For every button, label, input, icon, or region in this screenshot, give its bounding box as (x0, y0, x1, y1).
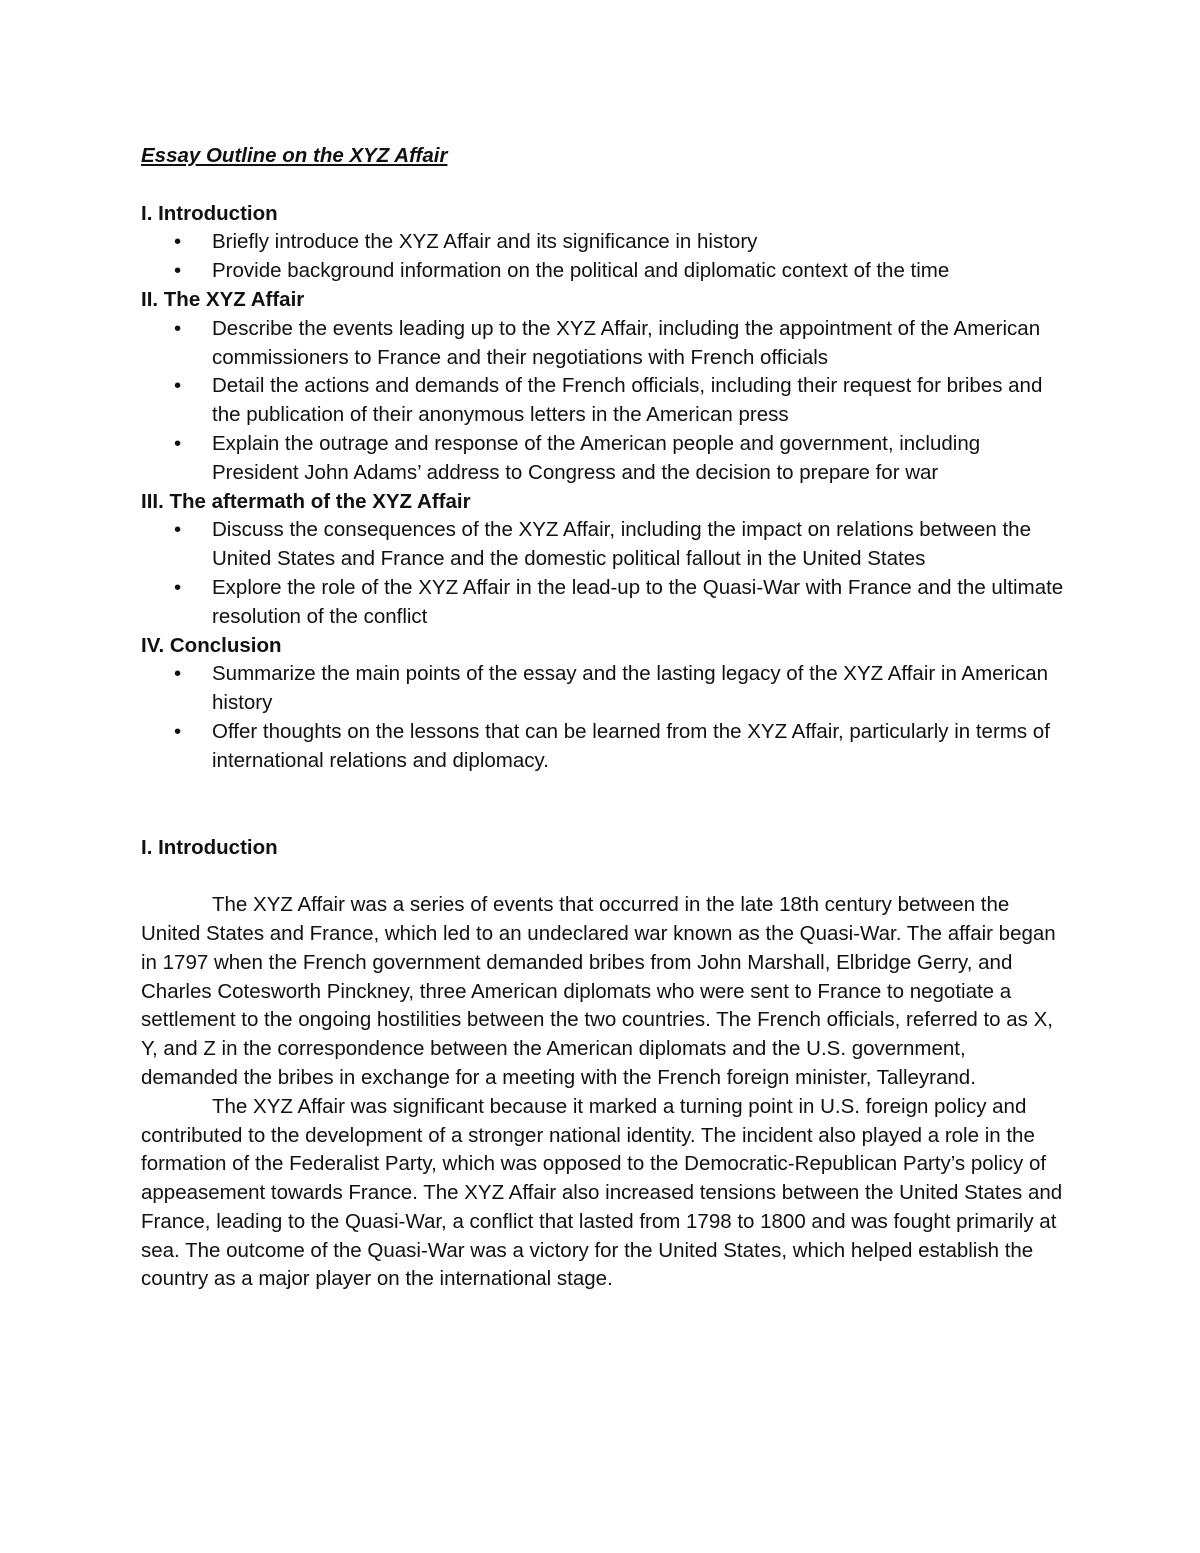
bullet-icon: • (174, 575, 182, 599)
list-item-text: Discuss the consequences of the XYZ Affair, including the impact on relations between the United States and France and the domestic political fallout in the United States (212, 518, 1031, 571)
outline-list-xyz-affair (141, 315, 1066, 488)
outline-list-aftermath (141, 516, 1066, 631)
outline-list-introduction (141, 228, 1066, 286)
bullet-icon: • (174, 431, 182, 455)
blank-line (141, 862, 1066, 891)
outline-heading-xyz-affair: II. The XYZ Affair (141, 287, 305, 311)
outline-list-conclusion (141, 660, 1066, 775)
list-item-text: Summarize the main points of the essay and the lasting legacy of the XYZ Affair in American history (212, 662, 1049, 715)
bullet-icon: • (174, 230, 182, 254)
blank-line (141, 171, 1066, 200)
list-item (141, 430, 1066, 488)
outline-heading-aftermath: III. The aftermath of the XYZ Affair (141, 489, 471, 513)
list-item (141, 372, 1066, 430)
bullet-icon: • (174, 374, 182, 398)
outline-heading-introduction: I. Introduction (141, 201, 278, 225)
list-item (141, 516, 1066, 574)
bullet-icon: • (174, 662, 182, 686)
bullet-icon: • (174, 259, 182, 283)
outline-heading-conclusion: IV. Conclusion (141, 633, 282, 657)
list-item-text: Describe the events leading up to the XYZ Affair, including the appointment of the American commissioners to France and their negotiations with French officials (212, 316, 1041, 369)
document-title: Essay Outline on the XYZ Affair (141, 144, 448, 167)
list-item-text: Detail the actions and demands of the French officials, including their request for bribes and the publication of their anonymous letters in the American press (212, 374, 1043, 427)
list-item (141, 315, 1066, 373)
list-item-text: Explore the role of the XYZ Affair in the lead-up to the Quasi-War with France and the ultimate resolution of the conflict (212, 575, 1064, 628)
bullet-icon: • (174, 316, 182, 340)
list-item-text: Briefly introduce the XYZ Affair and its significance in history (212, 230, 758, 254)
list-item-text: Provide background information on the political and diplomatic context of the time (212, 259, 950, 283)
list-item-text: Offer thoughts on the lessons that can be learned from the XYZ Affair, particularly in terms of international relations and diplomacy. (212, 719, 1050, 772)
list-item (141, 574, 1066, 632)
list-item (141, 660, 1066, 718)
body-paragraph: The XYZ Affair was a series of events that occurred in the late 18th century between the United States and France, which led to an undeclared war known as the Quasi-War. The affair began in 1797 when the French government demanded bribes from John Marshall, Elbridge Gerry, and Charles Cotesworth Pinckney, three American diplomats who were sent to France to negotiate a settlement to the ongoing hostilities between the two countries. The French officials, referred to as X, Y, and Z in the correspondence between the American diplomats and the U.S. government, demanded the bribes in exchange for a meeting with the French foreign minister, Talleyrand. (141, 893, 1056, 1089)
body-paragraph: The XYZ Affair was significant because it marked a turning point in U.S. foreign policy and contributed to the development of a stronger national identity. The incident also played a role in the formation of the Federalist Party, which was opposed to the Democratic-Republican Party’s policy of appeasement towards France. The XYZ Affair also increased tensions between the United States and France, leading to the Quasi-War, a conflict that lasted from 1798 to 1800 and was fought primarily at sea. The outcome of the Quasi-War was a victory for the United States, which helped establish the country as a major player on the international stage. (141, 1094, 1063, 1291)
body-heading-introduction: I. Introduction (141, 835, 278, 859)
list-item-text: Explain the outrage and response of the American people and government, including President John Adams’ address to Congress and the decision to prepare for war (212, 431, 981, 484)
bullet-icon: • (174, 518, 182, 542)
document-page (141, 142, 1066, 1294)
section-spacer (141, 776, 1066, 834)
list-item (141, 718, 1066, 776)
list-item (141, 257, 1066, 286)
list-item (141, 228, 1066, 257)
bullet-icon: • (174, 719, 182, 743)
